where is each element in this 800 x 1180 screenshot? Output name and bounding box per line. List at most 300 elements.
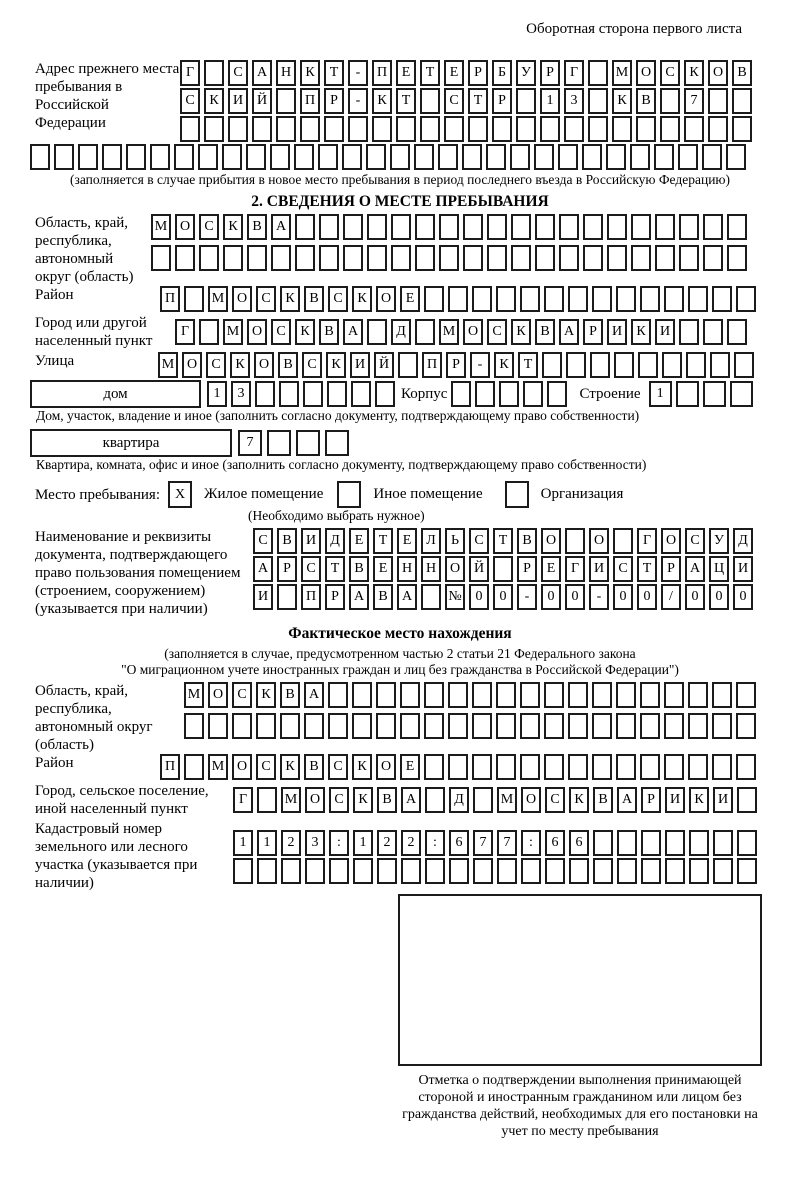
char-box[interactable]: [664, 286, 684, 312]
char-box[interactable]: 7: [497, 830, 517, 856]
char-box[interactable]: №: [445, 584, 465, 610]
char-box[interactable]: С: [545, 787, 565, 813]
char-box[interactable]: [223, 245, 243, 271]
char-box[interactable]: [689, 858, 709, 884]
char-box[interactable]: [473, 858, 493, 884]
char-box[interactable]: [630, 144, 650, 170]
char-box[interactable]: [569, 858, 589, 884]
char-box[interactable]: П: [160, 286, 180, 312]
char-box[interactable]: [544, 754, 564, 780]
char-box[interactable]: [451, 381, 471, 407]
char-box[interactable]: [712, 754, 732, 780]
char-box[interactable]: И: [713, 787, 733, 813]
char-box[interactable]: С: [206, 352, 226, 378]
char-box[interactable]: С: [660, 60, 680, 86]
char-box[interactable]: [540, 116, 560, 142]
char-box[interactable]: [732, 116, 752, 142]
char-box[interactable]: О: [254, 352, 274, 378]
char-box[interactable]: В: [732, 60, 752, 86]
char-box[interactable]: [523, 381, 543, 407]
char-box[interactable]: [520, 682, 540, 708]
char-box[interactable]: П: [160, 754, 180, 780]
char-box[interactable]: А: [349, 584, 369, 610]
region-row1[interactable]: [151, 214, 751, 240]
char-box[interactable]: [348, 116, 368, 142]
char-box[interactable]: [486, 144, 506, 170]
char-box[interactable]: [732, 88, 752, 114]
char-box[interactable]: [640, 713, 660, 739]
char-box[interactable]: О: [175, 214, 195, 240]
char-box[interactable]: 3: [564, 88, 584, 114]
stroenie-grid[interactable]: [649, 381, 757, 407]
char-box[interactable]: [198, 144, 218, 170]
char-box[interactable]: [592, 682, 612, 708]
char-box[interactable]: К: [569, 787, 589, 813]
char-box[interactable]: [544, 713, 564, 739]
char-box[interactable]: А: [271, 214, 291, 240]
char-box[interactable]: [516, 116, 536, 142]
char-box[interactable]: X: [168, 481, 192, 508]
char-box[interactable]: Й: [252, 88, 272, 114]
prev-address-row4[interactable]: [30, 144, 770, 170]
char-box[interactable]: [329, 858, 349, 884]
char-box[interactable]: [352, 682, 372, 708]
char-box[interactable]: Г: [564, 60, 584, 86]
char-box[interactable]: Р: [583, 319, 603, 345]
char-box[interactable]: [712, 713, 732, 739]
char-box[interactable]: [396, 116, 416, 142]
char-box[interactable]: [180, 116, 200, 142]
char-box[interactable]: И: [589, 556, 609, 582]
char-box[interactable]: П: [372, 60, 392, 86]
char-box[interactable]: [664, 713, 684, 739]
char-box[interactable]: [328, 713, 348, 739]
char-box[interactable]: [472, 286, 492, 312]
char-box[interactable]: Ц: [709, 556, 729, 582]
char-box[interactable]: [655, 214, 675, 240]
char-box[interactable]: [641, 830, 661, 856]
char-box[interactable]: Т: [493, 528, 513, 554]
char-box[interactable]: [568, 713, 588, 739]
char-box[interactable]: [592, 286, 612, 312]
char-box[interactable]: [425, 787, 445, 813]
char-box[interactable]: [583, 245, 603, 271]
char-box[interactable]: [542, 352, 562, 378]
char-box[interactable]: [353, 858, 373, 884]
char-box[interactable]: Е: [397, 528, 417, 554]
char-box[interactable]: М: [281, 787, 301, 813]
char-box[interactable]: К: [684, 60, 704, 86]
house-number-grid[interactable]: [207, 381, 399, 407]
char-box[interactable]: А: [397, 584, 417, 610]
char-box[interactable]: [415, 214, 435, 240]
char-box[interactable]: [713, 830, 733, 856]
char-box[interactable]: [439, 214, 459, 240]
char-box[interactable]: [246, 144, 266, 170]
char-box[interactable]: [271, 245, 291, 271]
char-box[interactable]: [376, 713, 396, 739]
char-box[interactable]: М: [223, 319, 243, 345]
char-box[interactable]: И: [733, 556, 753, 582]
char-box[interactable]: [281, 858, 301, 884]
char-box[interactable]: [520, 286, 540, 312]
char-box[interactable]: [279, 381, 299, 407]
organization-checkbox[interactable]: [505, 481, 533, 508]
char-box[interactable]: Р: [468, 60, 488, 86]
char-box[interactable]: [367, 319, 387, 345]
char-box[interactable]: И: [655, 319, 675, 345]
char-box[interactable]: Ь: [445, 528, 465, 554]
char-box[interactable]: [472, 682, 492, 708]
char-box[interactable]: Е: [400, 754, 420, 780]
char-box[interactable]: 3: [305, 830, 325, 856]
char-box[interactable]: О: [521, 787, 541, 813]
char-box[interactable]: [233, 858, 253, 884]
char-box[interactable]: В: [304, 286, 324, 312]
char-box[interactable]: К: [353, 787, 373, 813]
char-box[interactable]: Т: [396, 88, 416, 114]
char-box[interactable]: [449, 858, 469, 884]
document-row2[interactable]: [253, 556, 757, 582]
char-box[interactable]: [511, 214, 531, 240]
char-box[interactable]: [521, 858, 541, 884]
char-box[interactable]: [492, 116, 512, 142]
char-box[interactable]: [520, 713, 540, 739]
char-box[interactable]: Б: [492, 60, 512, 86]
char-box[interactable]: [588, 88, 608, 114]
char-box[interactable]: С: [328, 754, 348, 780]
char-box[interactable]: [372, 116, 392, 142]
char-box[interactable]: [472, 754, 492, 780]
char-box[interactable]: 7: [473, 830, 493, 856]
char-box[interactable]: С: [329, 787, 349, 813]
char-box[interactable]: В: [377, 787, 397, 813]
char-box[interactable]: [126, 144, 146, 170]
char-box[interactable]: [736, 713, 756, 739]
char-box[interactable]: [462, 144, 482, 170]
char-box[interactable]: [544, 286, 564, 312]
char-box[interactable]: [688, 713, 708, 739]
char-box[interactable]: М: [208, 754, 228, 780]
char-box[interactable]: [588, 116, 608, 142]
char-box[interactable]: [496, 286, 516, 312]
other-premises-checkbox[interactable]: [337, 481, 365, 508]
char-box[interactable]: Р: [446, 352, 466, 378]
char-box[interactable]: Е: [396, 60, 416, 86]
char-box[interactable]: О: [589, 528, 609, 554]
char-box[interactable]: [420, 88, 440, 114]
char-box[interactable]: [641, 858, 661, 884]
char-box[interactable]: М: [208, 286, 228, 312]
char-box[interactable]: [199, 319, 219, 345]
char-box[interactable]: [280, 713, 300, 739]
char-box[interactable]: [496, 713, 516, 739]
char-box[interactable]: Е: [349, 528, 369, 554]
char-box[interactable]: [664, 754, 684, 780]
prev-address-row3[interactable]: [180, 116, 756, 142]
char-box[interactable]: О: [708, 60, 728, 86]
char-box[interactable]: [736, 682, 756, 708]
korpus-grid[interactable]: [451, 381, 571, 407]
residential-checkbox[interactable]: [168, 481, 196, 508]
char-box[interactable]: В: [349, 556, 369, 582]
char-box[interactable]: [267, 430, 291, 456]
char-box[interactable]: [568, 754, 588, 780]
char-box[interactable]: О: [463, 319, 483, 345]
char-box[interactable]: [520, 754, 540, 780]
char-box[interactable]: С: [301, 556, 321, 582]
char-box[interactable]: [616, 682, 636, 708]
char-box[interactable]: С: [613, 556, 633, 582]
char-box[interactable]: С: [199, 214, 219, 240]
char-box[interactable]: [631, 245, 651, 271]
char-box[interactable]: [424, 286, 444, 312]
char-box[interactable]: С: [271, 319, 291, 345]
char-box[interactable]: Е: [373, 556, 393, 582]
char-box[interactable]: 0: [613, 584, 633, 610]
char-box[interactable]: 0: [541, 584, 561, 610]
char-box[interactable]: [499, 381, 519, 407]
char-box[interactable]: [208, 713, 228, 739]
char-box[interactable]: М: [151, 214, 171, 240]
char-box[interactable]: [468, 116, 488, 142]
char-box[interactable]: [184, 713, 204, 739]
char-box[interactable]: [640, 754, 660, 780]
char-box[interactable]: И: [607, 319, 627, 345]
char-box[interactable]: 2: [377, 830, 397, 856]
char-box[interactable]: [547, 381, 567, 407]
char-box[interactable]: [730, 381, 753, 407]
char-box[interactable]: У: [709, 528, 729, 554]
char-box[interactable]: [367, 214, 387, 240]
char-box[interactable]: [375, 381, 395, 407]
char-box[interactable]: В: [304, 754, 324, 780]
char-box[interactable]: [295, 214, 315, 240]
char-box[interactable]: [592, 713, 612, 739]
char-box[interactable]: К: [230, 352, 250, 378]
char-box[interactable]: Г: [175, 319, 195, 345]
actual-region-row2[interactable]: [184, 713, 760, 739]
char-box[interactable]: П: [300, 88, 320, 114]
char-box[interactable]: [54, 144, 74, 170]
char-box[interactable]: [444, 116, 464, 142]
char-box[interactable]: [270, 144, 290, 170]
char-box[interactable]: [712, 682, 732, 708]
char-box[interactable]: [703, 381, 726, 407]
char-box[interactable]: [390, 144, 410, 170]
char-box[interactable]: О: [376, 286, 396, 312]
char-box[interactable]: 1: [649, 381, 672, 407]
char-box[interactable]: [558, 144, 578, 170]
char-box[interactable]: [473, 787, 493, 813]
char-box[interactable]: Д: [449, 787, 469, 813]
cadastral-row2[interactable]: [233, 858, 761, 884]
char-box[interactable]: [438, 144, 458, 170]
char-box[interactable]: [319, 245, 339, 271]
char-box[interactable]: Т: [325, 556, 345, 582]
char-box[interactable]: [607, 245, 627, 271]
char-box[interactable]: -: [517, 584, 537, 610]
char-box[interactable]: [606, 144, 626, 170]
char-box[interactable]: [342, 144, 362, 170]
char-box[interactable]: Т: [324, 60, 344, 86]
char-box[interactable]: [568, 286, 588, 312]
char-box[interactable]: С: [180, 88, 200, 114]
char-box[interactable]: [660, 116, 680, 142]
char-box[interactable]: [678, 144, 698, 170]
char-box[interactable]: Р: [492, 88, 512, 114]
char-box[interactable]: [559, 245, 579, 271]
char-box[interactable]: 0: [733, 584, 753, 610]
char-box[interactable]: Д: [325, 528, 345, 554]
char-box[interactable]: [199, 245, 219, 271]
char-box[interactable]: К: [326, 352, 346, 378]
char-box[interactable]: К: [280, 286, 300, 312]
char-box[interactable]: К: [689, 787, 709, 813]
char-box[interactable]: С: [253, 528, 273, 554]
prev-address-row2[interactable]: [180, 88, 756, 114]
char-box[interactable]: [303, 381, 323, 407]
char-box[interactable]: С: [487, 319, 507, 345]
char-box[interactable]: [593, 830, 613, 856]
char-box[interactable]: [415, 245, 435, 271]
char-box[interactable]: 6: [449, 830, 469, 856]
char-box[interactable]: В: [280, 682, 300, 708]
char-box[interactable]: 7: [238, 430, 262, 456]
char-box[interactable]: К: [295, 319, 315, 345]
char-box[interactable]: [654, 144, 674, 170]
char-box[interactable]: [174, 144, 194, 170]
char-box[interactable]: [228, 116, 248, 142]
char-box[interactable]: [726, 144, 746, 170]
char-box[interactable]: М: [158, 352, 178, 378]
char-box[interactable]: [475, 381, 495, 407]
char-box[interactable]: :: [521, 830, 541, 856]
char-box[interactable]: А: [253, 556, 273, 582]
char-box[interactable]: [367, 245, 387, 271]
char-box[interactable]: [676, 381, 699, 407]
char-box[interactable]: Г: [637, 528, 657, 554]
char-box[interactable]: [559, 214, 579, 240]
char-box[interactable]: [617, 858, 637, 884]
char-box[interactable]: [702, 144, 722, 170]
char-box[interactable]: [703, 245, 723, 271]
char-box[interactable]: [401, 858, 421, 884]
char-box[interactable]: 0: [493, 584, 513, 610]
char-box[interactable]: Р: [540, 60, 560, 86]
char-box[interactable]: [592, 754, 612, 780]
char-box[interactable]: [175, 245, 195, 271]
char-box[interactable]: Р: [641, 787, 661, 813]
char-box[interactable]: Е: [541, 556, 561, 582]
char-box[interactable]: О: [661, 528, 681, 554]
char-box[interactable]: 0: [685, 584, 705, 610]
char-box[interactable]: [736, 286, 756, 312]
char-box[interactable]: Й: [469, 556, 489, 582]
char-box[interactable]: И: [665, 787, 685, 813]
char-box[interactable]: С: [228, 60, 248, 86]
char-box[interactable]: [688, 754, 708, 780]
char-box[interactable]: Д: [733, 528, 753, 554]
char-box[interactable]: [534, 144, 554, 170]
char-box[interactable]: [448, 754, 468, 780]
char-box[interactable]: 0: [709, 584, 729, 610]
char-box[interactable]: 0: [469, 584, 489, 610]
char-box[interactable]: [376, 682, 396, 708]
char-box[interactable]: [636, 116, 656, 142]
char-box[interactable]: [102, 144, 122, 170]
char-box[interactable]: [727, 319, 747, 345]
char-box[interactable]: [294, 144, 314, 170]
char-box[interactable]: [300, 116, 320, 142]
char-box[interactable]: К: [352, 286, 372, 312]
char-box[interactable]: [415, 319, 435, 345]
char-box[interactable]: М: [497, 787, 517, 813]
char-box[interactable]: [510, 144, 530, 170]
char-box[interactable]: [184, 286, 204, 312]
char-box[interactable]: [588, 60, 608, 86]
char-box[interactable]: [737, 787, 757, 813]
char-box[interactable]: [366, 144, 386, 170]
char-box[interactable]: М: [439, 319, 459, 345]
char-box[interactable]: [247, 245, 267, 271]
char-box[interactable]: [565, 528, 585, 554]
char-box[interactable]: [703, 214, 723, 240]
cadastral-row1[interactable]: [233, 830, 761, 856]
char-box[interactable]: [612, 116, 632, 142]
char-box[interactable]: [421, 584, 441, 610]
char-box[interactable]: [686, 352, 706, 378]
char-box[interactable]: Р: [325, 584, 345, 610]
char-box[interactable]: [496, 682, 516, 708]
char-box[interactable]: [664, 682, 684, 708]
char-box[interactable]: [516, 88, 536, 114]
region-row2[interactable]: [151, 245, 751, 271]
char-box[interactable]: [689, 830, 709, 856]
char-box[interactable]: С: [302, 352, 322, 378]
actual-region-row1[interactable]: [184, 682, 760, 708]
char-box[interactable]: С: [685, 528, 705, 554]
char-box[interactable]: [400, 682, 420, 708]
char-box[interactable]: О: [232, 754, 252, 780]
char-box[interactable]: П: [301, 584, 321, 610]
char-box[interactable]: [487, 245, 507, 271]
char-box[interactable]: 7: [684, 88, 704, 114]
char-box[interactable]: С: [256, 754, 276, 780]
char-box[interactable]: [305, 858, 325, 884]
char-box[interactable]: [414, 144, 434, 170]
char-box[interactable]: К: [223, 214, 243, 240]
char-box[interactable]: [688, 682, 708, 708]
char-box[interactable]: С: [469, 528, 489, 554]
char-box[interactable]: [78, 144, 98, 170]
char-box[interactable]: 6: [569, 830, 589, 856]
char-box[interactable]: Т: [518, 352, 538, 378]
char-box[interactable]: О: [305, 787, 325, 813]
char-box[interactable]: [304, 713, 324, 739]
char-box[interactable]: В: [517, 528, 537, 554]
char-box[interactable]: [631, 214, 651, 240]
char-box[interactable]: С: [232, 682, 252, 708]
char-box[interactable]: О: [445, 556, 465, 582]
char-box[interactable]: [324, 116, 344, 142]
char-box[interactable]: О: [541, 528, 561, 554]
char-box[interactable]: [295, 245, 315, 271]
actual-city-row[interactable]: [233, 787, 761, 813]
char-box[interactable]: Г: [180, 60, 200, 86]
char-box[interactable]: [391, 214, 411, 240]
char-box[interactable]: Т: [373, 528, 393, 554]
